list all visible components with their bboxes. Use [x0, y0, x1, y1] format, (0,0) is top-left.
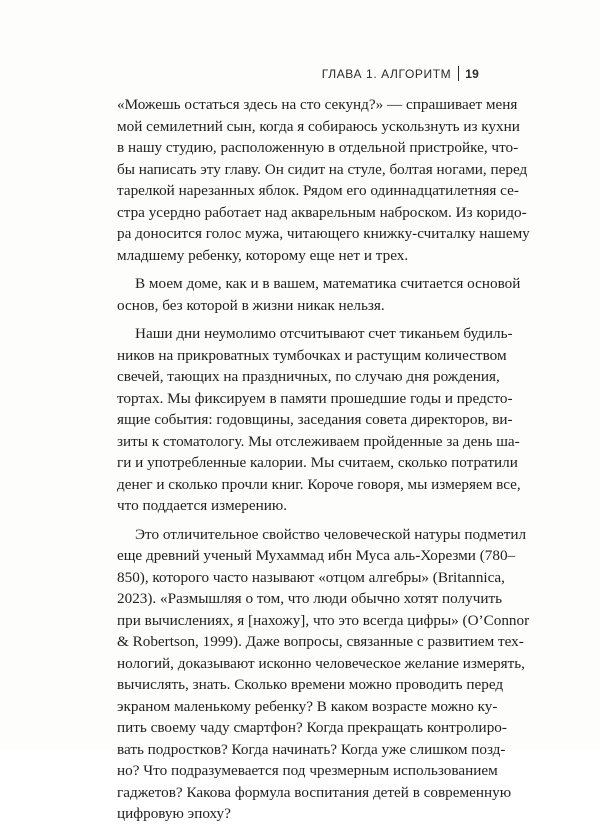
text-line: ра доносится голос мужа, читающего книжку-считалку нашему	[117, 225, 530, 242]
text-line: 850), которого часто называют «отцом алгебры» (Britannica,	[117, 568, 505, 586]
page-number: 19	[465, 66, 479, 81]
text-line: при вычислениях, я [нахожу], что это всегда цифры» (O’Connor	[117, 611, 530, 629]
text-line: денег и сколько прочли книг. Короче говоря, мы измеряем все,	[117, 475, 521, 493]
text-line: вычислять, знать. Сколько времени можно проводить перед	[117, 676, 504, 693]
text-line: & Robertson, 1999). Даже вопросы, связанные с развитием тех-	[117, 633, 524, 650]
text-line: но? Что подразумевается под чрезмерным использованием	[117, 762, 498, 779]
text-line: мой семилетний сын, когда я собираюсь ускользнуть из кухни	[117, 117, 520, 135]
text-line: цифровую эпоху?	[117, 805, 231, 822]
text-line: ги и употребленные калории. Мы считаем, сколько потратили	[117, 454, 518, 471]
text-line: в нашу студию, расположенную в отдельной пристройке, что-	[117, 139, 519, 156]
text-line: тарелкой нарезанных яблок. Рядом его одиннадцатилетняя се-	[117, 182, 519, 199]
text-line: основ, без которой в жизни никак нельзя.	[117, 296, 385, 314]
text-line: 2023). «Размышляя о том, что люди обычно хотят получить	[117, 590, 503, 607]
chapter-title: ГЛАВА 1. АЛГОРИТМ	[321, 66, 452, 81]
text-line: «Можешь остаться здесь на сто секунд?» — спрашивает меня	[117, 96, 518, 113]
text-line: стра усердно работает над акварельным наброском. Из коридо-	[117, 203, 527, 221]
text-line: тортах. Мы фиксируем в памяти прошедшие годы и предсто-	[117, 389, 513, 407]
running-head	[322, 66, 479, 81]
text-line: ящие события: годовщины, заседания совета директоров, ви-	[117, 411, 513, 428]
body-text	[117, 94, 530, 825]
text-line: Это отличительное свойство человеческой натуры подметил	[135, 525, 527, 543]
text-line: Наши дни неумолимо отсчитывают счет тиканьем будиль-	[135, 325, 513, 342]
text-line: экраном маленькому ребенку? В каком возрасте можно ку-	[117, 697, 498, 715]
text-line: вать подростков? Когда начинать? Когда уже слишком позд-	[117, 740, 506, 758]
text-line: ников на прикроватных тумбочках и растущим количеством	[117, 346, 507, 364]
paragraph-1	[117, 94, 530, 266]
text-line: нологий, доказывают исконно человеческое желание измерять,	[117, 654, 525, 672]
text-line: зиты к стоматологу. Мы отслеживаем пройденные за день ша-	[117, 432, 520, 450]
text-line: бы написать эту главу. Он сидит на стуле, болтая ногами, перед	[117, 160, 528, 178]
header-divider	[458, 66, 459, 81]
text-line: еще древний ученый Мухаммад ибн Муса аль-Хорезми (780–	[117, 547, 516, 564]
text-line: младшему ребенку, которому еще нет и трех.	[117, 246, 409, 264]
text-line: что поддается измерению.	[117, 497, 288, 514]
paragraph-2	[117, 273, 521, 316]
paragraph-4	[117, 524, 530, 825]
text-line: гаджетов? Какова формула воспитания детей в современную	[117, 783, 512, 801]
text-line: В моем доме, как и в вашем, математика считается основой	[135, 275, 521, 292]
paragraph-3	[117, 323, 521, 517]
text-line: пить своему чаду смартфон? Когда прекращать контролиро-	[117, 719, 507, 736]
text-line: свечей, тающих на праздничных, по случаю дня рождения,	[117, 368, 500, 385]
